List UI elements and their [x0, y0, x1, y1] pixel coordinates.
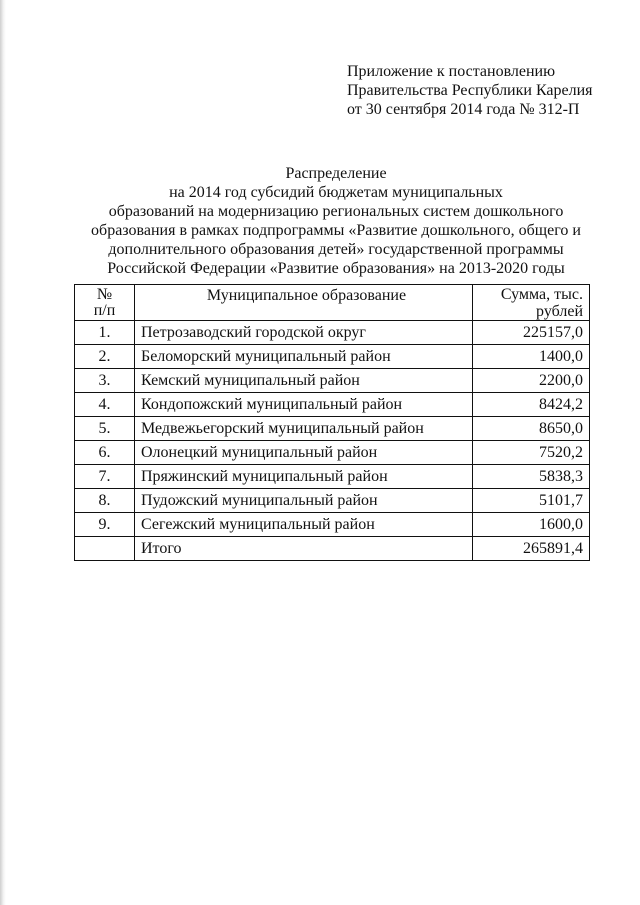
table-total-row: [75, 537, 590, 561]
title-line-5: дополнительного образования детей» государственной программы: [108, 241, 564, 258]
row-number: 7.: [75, 465, 135, 489]
title-line-4: образования в рамках подпрограммы «Развитие дошкольного, общего и: [91, 222, 581, 239]
row-sum: 1400,0: [473, 345, 590, 369]
row-number: 2.: [75, 345, 135, 369]
header-sum-line-1: Сумма, тыс.: [500, 285, 583, 303]
row-municipality: Медвежьегорский муниципальный район: [135, 417, 473, 441]
title-line-2: на 2014 год субсидий бюджетам муниципальных: [169, 184, 503, 201]
row-sum: 8650,0: [473, 417, 590, 441]
total-number: [75, 537, 135, 561]
row-municipality: Петрозаводский городской округ: [135, 321, 473, 345]
table-row: [75, 513, 590, 537]
appendix-block: [347, 62, 593, 119]
table-row: [75, 489, 590, 513]
row-number: 4.: [75, 393, 135, 417]
row-sum: 7520,2: [473, 441, 590, 465]
row-municipality: Пряжинский муниципальный район: [135, 465, 473, 489]
row-sum: 5838,3: [473, 465, 590, 489]
row-municipality: Кемский муниципальный район: [135, 369, 473, 393]
row-number: 1.: [75, 321, 135, 345]
header-municipality: Муниципальное образование: [135, 285, 473, 321]
appendix-line-3: от 30 сентября 2014 года № 312-П: [347, 101, 580, 118]
title-line-6: Российской Федерации «Развитие образования» на 2013-2020 годы: [107, 260, 565, 277]
appendix-line-1: Приложение к постановлению: [347, 63, 556, 80]
row-municipality: Сегежский муниципальный район: [135, 513, 473, 537]
table-row: [75, 465, 590, 489]
header-sum-line-2: рублей: [536, 302, 583, 320]
total-sum: 265891,4: [473, 537, 590, 561]
row-sum: 1600,0: [473, 513, 590, 537]
header-sum: [473, 285, 590, 321]
document-title: [60, 164, 612, 278]
title-line-3: образований на модернизацию региональных систем дошкольного: [108, 203, 564, 220]
table-row: [75, 321, 590, 345]
title-line-1: Распределение: [285, 165, 387, 182]
header-number-symbol: №: [96, 285, 113, 303]
row-number: 9.: [75, 513, 135, 537]
row-municipality: Кондопожский муниципальный район: [135, 393, 473, 417]
appendix-line-2: Правительства Республики Карелия: [347, 82, 593, 99]
row-number: 3.: [75, 369, 135, 393]
row-sum: 8424,2: [473, 393, 590, 417]
table-row: [75, 393, 590, 417]
header-number-abbr: п/п: [93, 301, 116, 319]
subsidy-table: [74, 284, 590, 561]
row-municipality: Пудожский муниципальный район: [135, 489, 473, 513]
row-municipality: Беломорский муниципальный район: [135, 345, 473, 369]
header-number: [75, 285, 135, 321]
row-sum: 225157,0: [473, 321, 590, 345]
total-label: Итого: [135, 537, 473, 561]
table-header-row: [75, 285, 590, 321]
row-sum: 2200,0: [473, 369, 590, 393]
table-row: [75, 441, 590, 465]
row-sum: 5101,7: [473, 489, 590, 513]
table-row: [75, 369, 590, 393]
table-row: [75, 345, 590, 369]
scan-edge-shadow: [0, 0, 6, 905]
table-row: [75, 417, 590, 441]
row-number: 6.: [75, 441, 135, 465]
row-number: 5.: [75, 417, 135, 441]
row-municipality: Олонецкий муниципальный район: [135, 441, 473, 465]
row-number: 8.: [75, 489, 135, 513]
